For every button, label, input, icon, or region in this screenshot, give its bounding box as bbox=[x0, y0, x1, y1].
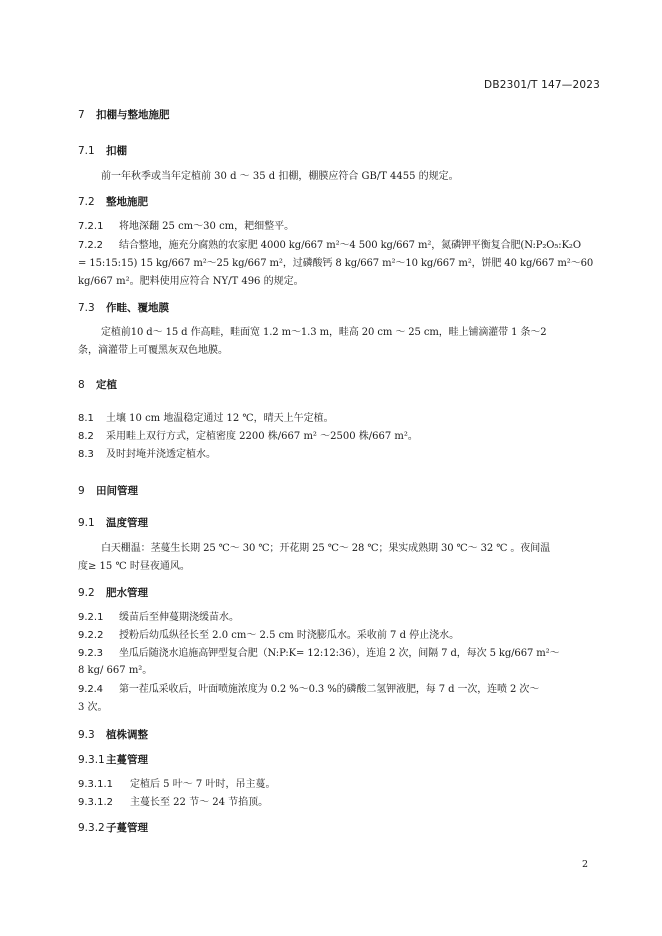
heading-title: 主蔓管理 bbox=[106, 754, 148, 766]
clause-7-2-2-line-2: = 15:15:15) 15 kg/667 m²～25 kg/667 m²，过磷酸钙 8 kg/667 m²～10 kg/667 m²，饼肥 40 kg/667 m²～60 bbox=[78, 258, 594, 269]
heading-section-9 bbox=[78, 485, 600, 497]
paragraph-9-1-line-2: 度≥ 15 ℃ 时昼夜通风。 bbox=[78, 561, 190, 572]
heading-title: 扣棚 bbox=[106, 145, 127, 157]
heading-title: 田间管理 bbox=[96, 485, 138, 497]
heading-number: 7.2 bbox=[78, 196, 95, 208]
clause-number: 9.3.1.2 bbox=[78, 797, 113, 808]
clause-8-1 bbox=[78, 413, 600, 425]
clause-text-line-1: 第一茬瓜采收后，叶面喷施浓度为 0.2 %～0.3 %的磷酸二氢钾液肥，每 7 d 一次，连喷 2 次～ bbox=[119, 684, 540, 695]
heading-9-3-1 bbox=[78, 754, 600, 766]
clause-9-2-3-line-2: 8 kg/ 667 m²。 bbox=[78, 665, 153, 676]
page-number: 2 bbox=[581, 859, 588, 870]
clause-number: 9.2.1 bbox=[78, 612, 104, 623]
clause-9-3-1-2 bbox=[78, 797, 600, 809]
heading-7-2 bbox=[78, 196, 600, 208]
clause-number: 7.2.2 bbox=[78, 240, 103, 251]
heading-number: 9 bbox=[78, 485, 85, 497]
clause-number: 9.2.2 bbox=[78, 630, 104, 641]
clause-number: 7.2.1 bbox=[78, 221, 104, 232]
heading-number: 9.3 bbox=[78, 729, 95, 741]
clause-text: 缓苗后至伸蔓期浇缓苗水。 bbox=[119, 612, 239, 623]
heading-title: 定植 bbox=[96, 379, 117, 391]
clause-9-3-1-1 bbox=[78, 779, 600, 791]
clause-9-2-3 bbox=[78, 648, 600, 660]
heading-7-1 bbox=[78, 145, 600, 157]
clause-9-2-1 bbox=[78, 612, 600, 624]
heading-number: 9.2 bbox=[78, 587, 95, 599]
clause-text: 定植后 5 叶～ 7 叶时，吊主蔓。 bbox=[130, 779, 276, 790]
heading-number: 8 bbox=[78, 379, 85, 391]
clause-9-2-2 bbox=[78, 630, 600, 642]
paragraph-9-1-line-1: 白天棚温：茎蔓生长期 25 ℃～ 30 ℃；开花期 25 ℃～ 28 ℃；果实成熟期 30 ℃～ 32 ℃ 。夜间温 bbox=[101, 543, 550, 554]
heading-title: 植株调整 bbox=[106, 729, 148, 741]
heading-number: 7.3 bbox=[78, 302, 95, 314]
clause-9-2-4-line-2: 3 次。 bbox=[78, 702, 108, 713]
heading-9-3 bbox=[78, 729, 600, 741]
clause-text: 土壤 10 cm 地温稳定通过 12 ℃，晴天上午定植。 bbox=[106, 413, 334, 424]
standard-code: DB2301/T 147—2023 bbox=[484, 79, 600, 91]
heading-7-3 bbox=[78, 302, 600, 314]
clause-number: 9.2.3 bbox=[78, 648, 103, 659]
clause-text: 及时封埯并浇透定植水。 bbox=[106, 449, 216, 460]
clause-number: 9.3.1.1 bbox=[78, 779, 113, 790]
clause-number: 8.3 bbox=[78, 449, 94, 460]
clause-text: 采用畦上双行方式，定植密度 2200 株/667 m² ～2500 株/667 m²。 bbox=[106, 431, 418, 442]
clause-number: 9.2.4 bbox=[78, 684, 103, 695]
heading-title: 温度管理 bbox=[106, 517, 148, 529]
clause-text-line-1: 结合整地，施充分腐熟的农家肥 4000 kg/667 m²～4 500 kg/667 m²，氮磷钾平衡复合肥(N:P₂O₅:K₂O bbox=[119, 240, 581, 251]
heading-title: 子蔓管理 bbox=[106, 822, 148, 834]
heading-number: 9.3.1 bbox=[78, 754, 105, 766]
clause-text: 主蔓长至 22 节～ 24 节掐顶。 bbox=[130, 797, 269, 808]
heading-9-2 bbox=[78, 587, 600, 599]
heading-number: 9.1 bbox=[78, 517, 95, 529]
clause-text: 授粉后幼瓜纵径长至 2.0 cm～ 2.5 cm 时浇膨瓜水。采收前 7 d 停止浇水。 bbox=[119, 630, 460, 641]
heading-title: 扣棚与整地施肥 bbox=[96, 109, 170, 121]
paragraph-7-3-line-2: 条，滴灌带上可覆黑灰双色地膜。 bbox=[78, 345, 228, 356]
heading-number: 7.1 bbox=[78, 145, 95, 157]
heading-number: 7 bbox=[78, 109, 85, 121]
heading-section-7 bbox=[78, 109, 600, 121]
clause-7-2-1 bbox=[78, 221, 600, 233]
heading-number: 9.3.2 bbox=[78, 822, 105, 834]
clause-text-line-1: 坐瓜后随浇水追施高钾型复合肥（N:P:K= 12:12:36），连追 2 次，间隔 7 d，每次 5 kg/667 m²～ bbox=[119, 648, 560, 659]
paragraph-7-1: 前一年秋季或当年定植前 30 d ～ 35 d 扣棚，棚膜应符合 GB/T 4455 的规定。 bbox=[101, 171, 459, 182]
clause-9-2-4 bbox=[78, 684, 600, 696]
heading-9-3-2 bbox=[78, 822, 600, 834]
heading-title: 肥水管理 bbox=[106, 587, 148, 599]
heading-section-8 bbox=[78, 379, 600, 391]
heading-title: 整地施肥 bbox=[106, 196, 148, 208]
heading-9-1 bbox=[78, 517, 600, 529]
clause-number: 8.1 bbox=[78, 413, 94, 424]
heading-title: 作畦、覆地膜 bbox=[106, 302, 169, 314]
clause-8-2 bbox=[78, 431, 600, 443]
clause-7-2-2 bbox=[78, 240, 600, 252]
clause-8-3 bbox=[78, 449, 600, 461]
clause-7-2-2-line-3: kg/667 m²。肥料使用应符合 NY/T 496 的规定。 bbox=[78, 276, 304, 287]
clause-text: 将地深翻 25 cm～30 cm，耙细整平。 bbox=[119, 221, 295, 232]
paragraph-7-3-line-1: 定植前10 d～ 15 d 作高畦，畦面宽 1.2 m～1.3 m，畦高 20 cm ～ 25 cm，畦上铺滴灌带 1 条～2 bbox=[101, 327, 547, 338]
clause-number: 8.2 bbox=[78, 431, 94, 442]
